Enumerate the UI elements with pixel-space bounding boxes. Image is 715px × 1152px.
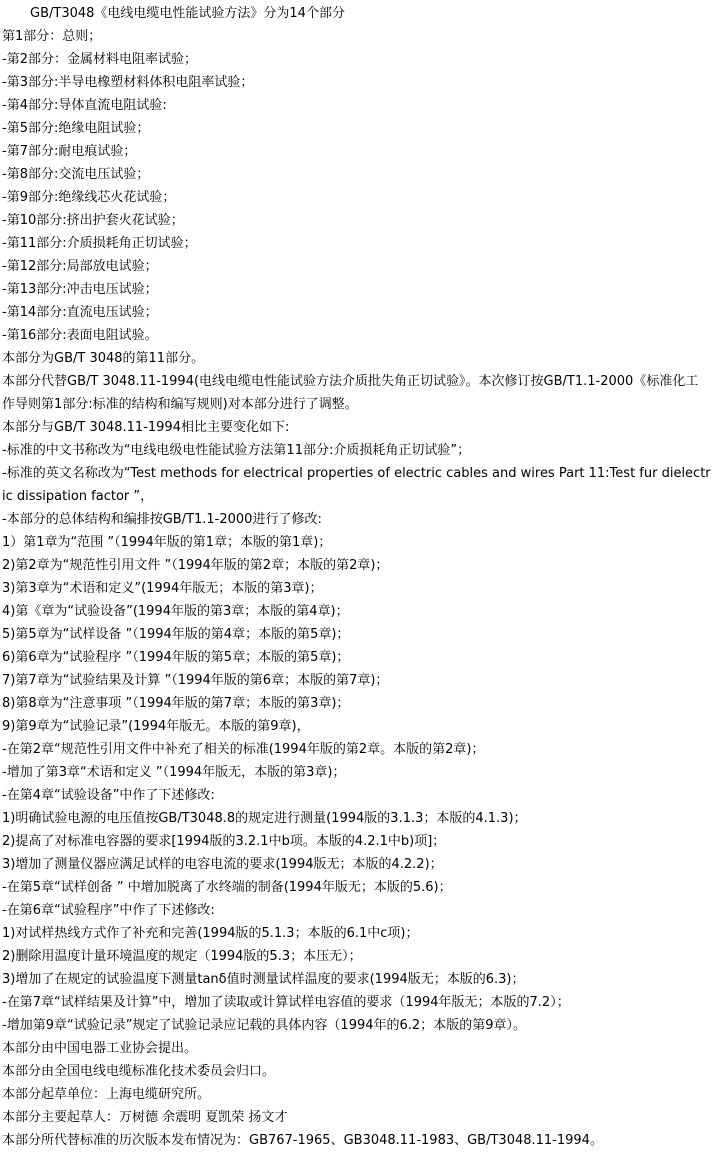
document-line: 7)第7章为“试验结果及计算 ”（1994年版的第6章；本版的第7章)； [2, 673, 389, 688]
document-line: -标准的中文书称改为“电线电级电性能试验方法第11部分:介质损耗角正切试验”； [2, 443, 471, 458]
document-line: 本部分与GB/T 3048.11-1994相比主要变化如下: [2, 420, 290, 435]
document-line: -第16部分:表面电阻试验。 [2, 328, 158, 343]
document-line: 1）第1章为“范围 ”（1994年版的第1章；本版的第1章)； [2, 535, 332, 550]
document-line: -第4部分:导体直流电阻试验: [2, 98, 167, 113]
document-line: -第3部分:半导电橡塑材料体积电阻率试验； [2, 75, 254, 90]
document-line: 9)第9章为“试验记录”(1994年版无。本版的第9章)， [2, 719, 310, 734]
document-line: -标准的英文名称改为“Test methods for electrical properties of electric cables and wires Part 11:Test fur dielectric dissipation factor ”， [2, 466, 711, 504]
document-line: 本部分由全国电线电缆标准化技术委员会归口。 [2, 1064, 276, 1079]
document-line: 本部分所代替标准的历次版本发布情况为：GB767-1965、GB3048.11-1983、GB/T3048.11-1994。 [2, 1133, 603, 1148]
document-line: 本部分为GB/T 3048的第11部分。 [2, 351, 205, 366]
document-line: -在第7章“试样结果及计算”中，增加了读取或计算试样电容值的要求（1994年版无；本版的7.2）； [2, 995, 570, 1010]
document-line: -第5部分:绝缘电阻试验； [2, 121, 150, 136]
document-line: -第12部分:局部放电试验； [2, 259, 158, 274]
document-line: -第11部分:介质损耗角正切试验； [2, 236, 197, 251]
document-line: -本部分的总体结构和编排按GB/T1.1-2000进行了修改: [2, 512, 322, 527]
document-line: -第10部分:挤出护套火花试验； [2, 213, 184, 228]
document-line: -在第5章“试样创备 ” 中增加脱离了水终端的制备(1994年版无；本版的5.6)； [2, 880, 452, 895]
document-line: -第14部分:直流电压试验； [2, 305, 158, 320]
document-line: 6)第6章为“试验程序 ”（1994年版的第5章；本版的第5章)； [2, 650, 350, 665]
document-line: 本部分起草单位：上海电缆研究所。 [2, 1087, 211, 1102]
document-line: -在第6章“试验程序”中作了下述修改: [2, 903, 215, 918]
document-body [2, 25, 711, 1152]
document-line: 3)增加了测量仪器应满足试样的电容电流的要求(1994版无；本版的4.2.2)； [2, 857, 443, 872]
document-line: -在第2章“规范性引用文件中补充了相关的标准(1994年版的第2章。本版的第2章)； [2, 742, 485, 757]
document-line: -第9部分:绝缘线芯火花试验； [2, 190, 176, 205]
document-line: 第1部分：总则； [2, 29, 102, 44]
document-line: 本部分由中国电器工业协会提出。 [2, 1041, 198, 1056]
document-line: 3)增加了在规定的试验温度下测量tanδ值时测量试样温度的要求(1994版无；本版的6.3)； [2, 972, 525, 987]
document-line: 2)第2章为“规范性引用文件 ”（1994年版的第2章；本版的第2章)； [2, 558, 389, 573]
document-line: 1)明确试验电源的电压值按GB/T3048.8的规定进行测量(1994版的3.1.3；本版的4.1.3)； [2, 811, 527, 826]
document-title: GB/T3048《电线电缆电性能试验方法》分为14个部分 [30, 6, 345, 21]
document-line: 1)对试样热线方式作了补充和完善(1994版的5.1.3；本版的6.1中c项)； [2, 926, 419, 941]
document-line: 本部分代替GB/T 3048.11-1994(电线电缆电性能试验方法介质批失角正切试验》。本次修订按GB/T1.1-2000《标准化工作导则第1部分:标准的结构和编写规则)对本部分进行了调整。 [2, 374, 699, 412]
document-line: -第2部分：金属材料电阻率试验； [2, 52, 197, 67]
document-line: 2)删除用温度计量环境温度的规定（1994版的5.3；本压无）； [2, 949, 362, 964]
document-line: -在第4章“试验设备”中作了下述修改: [2, 788, 215, 803]
document-line: 5)第5章为“试样设备 ”（1994年版的第4章；本版的第5章)； [2, 627, 350, 642]
document-line: 8)第8章为“注意事项 ”（1994年版的第7章；本版的第3章)； [2, 696, 350, 711]
document-line: 4)第《章为“试验设备”(1994年版的第3章；本版的第4章)； [2, 604, 349, 619]
document-line: 3)第3章为“术语和定义”(1994年版无；本版的第3章)； [2, 581, 323, 596]
document-line: -增加了第3章“术语和定义 ”（1994年版无，本版的第3章)； [2, 765, 346, 780]
document-line: -增加第9章“试验记录”规定了试验记录应记载的具体内容（1994年的6.2；本版的第9章）。 [2, 1018, 526, 1033]
document-line: 2)提高了对标准电容器的要求[1994版的3.2.1中b项。本版的4.2.1中b)项]； [2, 834, 446, 849]
document-line: -第13部分:冲击电压试验； [2, 282, 158, 297]
document-line: -第7部分:耐电痕试验； [2, 144, 137, 159]
document-line: 本部分主要起草人：万树德 余震明 夏凯荣 扬文才 [2, 1110, 288, 1125]
document-line: -第8部分:交流电压试验； [2, 167, 150, 182]
